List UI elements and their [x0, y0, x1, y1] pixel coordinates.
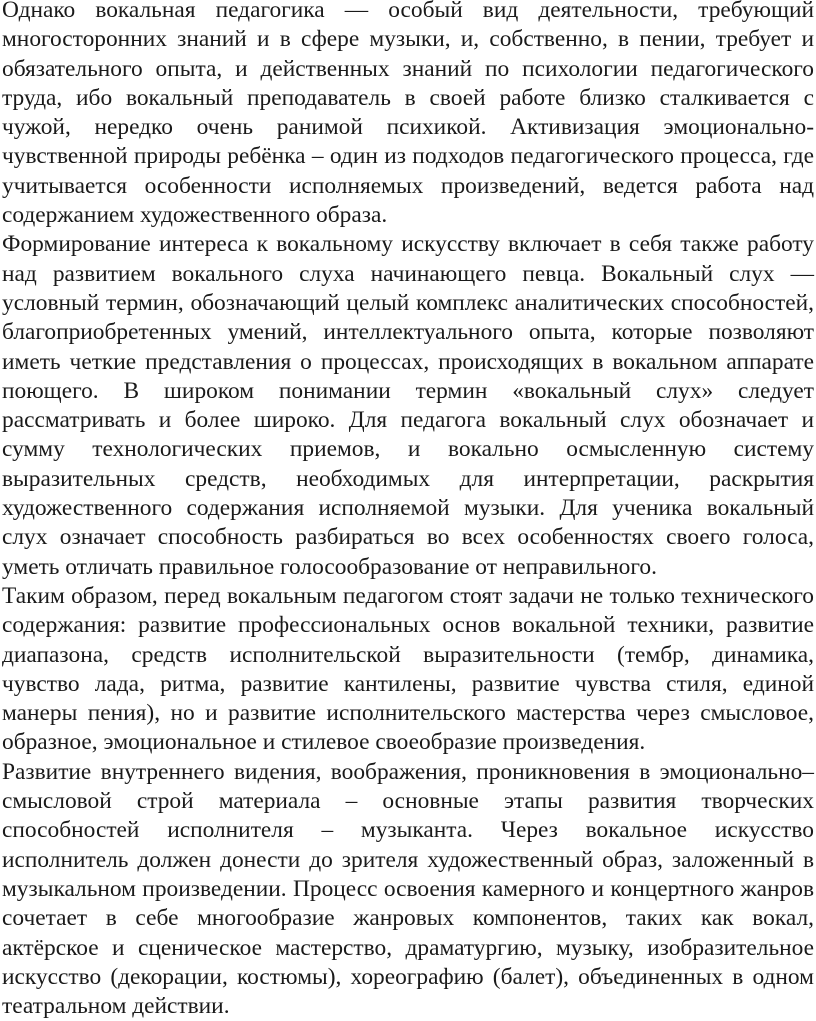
paragraph-vocal-pedagogy: Однако вокальная педагогика — особый вид деятельности, требующий многосторонних знаний и в сфере музыки, и, собственно, в пении, требует и обязательного опыта, и действенных знаний по психологии педагогического труда, ибо вокальный преподаватель в своей работе близко сталкивается с чужой, нередко очень ранимой психикой. Активизация эмоционально-чувственной природы ребёнка – один из подходов педагогического процесса, где учитывается особенности исполняемых произведений, ведется работа над содержанием художественного образа. — [2, 0, 814, 229]
paragraph-inner-vision: Развитие внутреннего видения, воображения, проникновения в эмоционально–смысловой строй материала – основные этапы развития творческих способностей исполнителя – музыканта. Через вокальное искусство исполнитель должен донести до зрителя художественный образ, заложенный в музыкальном произведении. Процесс освоения камерного и концертного жанров сочетает в себе многообразие жанровых компонентов, таких как вокал, актёрское и сценическое мастерство, драматургию, музыку, изобразительное искусство (декорации, костюмы), хореографию (балет), объединенных в одном театральном действии. — [2, 758, 814, 1020]
paragraph-teacher-tasks: Таким образом, перед вокальным педагогом стоят задачи не только технического содержания: развитие профессиональных основ вокальной техники, развитие диапазона, средств исполнительской выразительности (тембр, динамика, чувство лада, ритма, развитие кантилены, развитие чувства стиля, единой манеры пения), но и развитие исполнительского мастерства через смысловое, образное, эмоциональное и стилевое своеобразие произведения. — [2, 582, 814, 756]
paragraph-vocal-hearing: Формирование интереса к вокальному искусству включает в себя также работу над развитием вокального слуха начинающего певца. Вокальный слух — условный термин, обозначающий целый комплекс аналитических способностей, благоприобретенных умений, интеллектуального опыта, которые позволяют иметь четкие представления о процессах, происходящих в вокальном аппарате поющего. В широком понимании термин «вокальный слух» следует рассматривать и более широко. Для педагога вокальный слух обозначает и сумму технологических приемов, и вокально осмысленную систему выразительных средств, необходимых для интерпретации, раскрытия художественного содержания исполняемой музыки. Для ученика вокальный слух означает способность разбираться во всех особенностях своего голоса, уметь отличать правильное голосообразование от неправильного. — [2, 231, 814, 580]
